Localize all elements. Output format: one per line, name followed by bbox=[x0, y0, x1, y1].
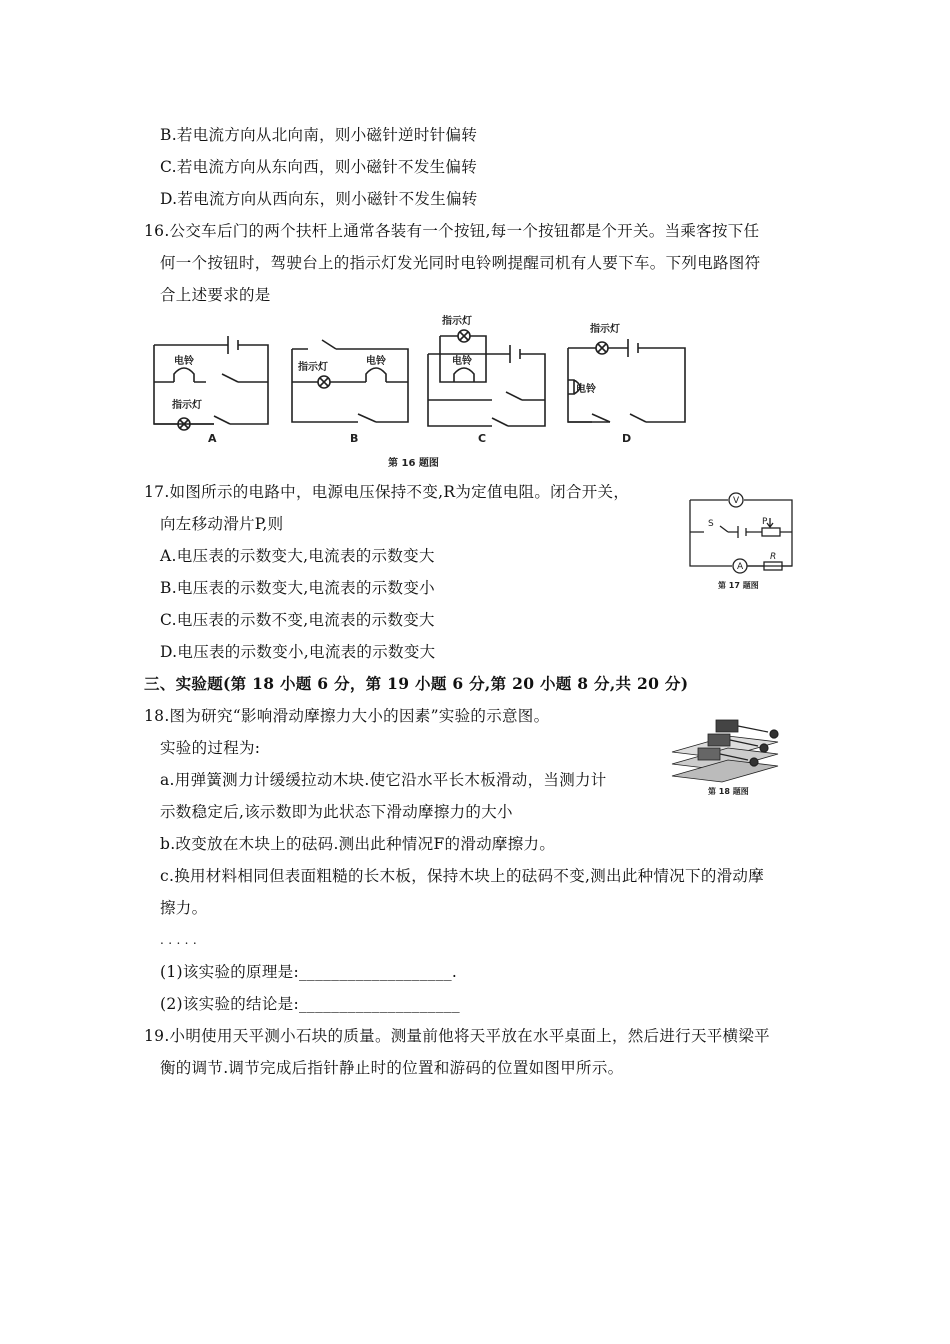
q17-option-c: C.电压表的示数不变,电流表的示数变大 bbox=[160, 611, 435, 629]
q15-option-b: B.若电流方向从北向南，则小磁针逆时针偏转 bbox=[160, 126, 478, 144]
q17-voltmeter-label: V bbox=[733, 496, 740, 506]
q17-slider-label: P bbox=[762, 517, 768, 527]
q18-stem: 18.图为研究“影响滑动摩擦力大小的因素”实验的示意图。 bbox=[144, 707, 550, 725]
q19-stem-line-1: 19.小明使用天平测小石块的质量。测量前他将天平放在水平桌面上，然后进行天平横梁平 bbox=[144, 1027, 770, 1045]
q16-label-c: C bbox=[478, 432, 487, 445]
q17-stem-line-2: 向左移动滑片P,则 bbox=[160, 515, 284, 533]
q16-caption: 第 16 题图 bbox=[388, 458, 439, 469]
q16-label-d: D bbox=[622, 432, 632, 445]
q15-option-c: C.若电流方向从东向西，则小磁针不发生偏转 bbox=[160, 158, 478, 176]
q16c-bell-label: 电铃 bbox=[452, 356, 472, 367]
q16d-lamp-label: 指示灯 bbox=[590, 324, 620, 335]
q18-step-c-line-1: c.换用材料相同但表面粗糙的长木板，保持木块上的砝码不变,测出此种情况下的滑动摩 bbox=[160, 867, 765, 885]
q16a-lamp-label: 指示灯 bbox=[172, 400, 202, 411]
q16b-lamp-label: 指示灯 bbox=[298, 362, 328, 373]
q18-step-b: b.改变放在木块上的砝码.测出此种情况F的滑动摩擦力。 bbox=[160, 835, 556, 853]
q16a-bell-label: 电铃 bbox=[174, 356, 194, 367]
q17-switch-label: S bbox=[708, 519, 714, 529]
q17-option-d: D.电压表的示数变小,电流表的示数变大 bbox=[160, 643, 436, 661]
q18-step-a-line-2: 示数稳定后,该示数即为此状态下滑动摩擦力的大小 bbox=[160, 803, 513, 821]
q16d-bell-label: 电铃 bbox=[576, 384, 596, 395]
q16-stem-line-1: 16.公交车后门的两个扶杆上通常各装有一个按钮,每一个按钮都是个开关。当乘客按下任 bbox=[144, 222, 760, 240]
q16-stem-line-2: 何一个按钮时，驾驶台上的指示灯发光同时电铃咧提醒司机有人要下车。下列电路图符 bbox=[160, 254, 761, 272]
q18-process-label: 实验的过程为: bbox=[160, 739, 261, 757]
q17-option-b: B.电压表的示数变大,电流表的示数变小 bbox=[160, 579, 435, 597]
q17-resistor-label: R bbox=[770, 552, 777, 562]
q19-stem-line-2: 衡的调节.调节完成后指针静止时的位置和游码的位置如图甲所示。 bbox=[160, 1059, 624, 1077]
q16-label-b: B bbox=[350, 432, 359, 445]
q16b-bell-label: 电铃 bbox=[366, 356, 386, 367]
q18-step-c-line-2: 擦力。 bbox=[160, 899, 208, 917]
q17-stem-line-1: 17.如图所示的电路中，电源电压保持不变,R为定值电阻。闭合开关， bbox=[144, 483, 630, 501]
q18-question-2: (2)该实验的结论是:____________________ bbox=[160, 995, 460, 1013]
q17-circuit-figure bbox=[680, 484, 800, 594]
q17-caption: 第 17 题图 bbox=[718, 581, 759, 590]
q18-friction-figure bbox=[668, 712, 796, 798]
q16-stem-line-3: 合上述要求的是 bbox=[160, 286, 271, 304]
section-3-heading: 三、实验题(第 18 小题 6 分，第 19 小题 6 分,第 20 小题 8 分,共 20 分) bbox=[144, 674, 689, 693]
q18-step-a-line-1: a.用弹簧测力计缓缓拉动木块.使它沿水平长木板滑动，当测力计 bbox=[160, 771, 607, 789]
q18-ellipsis: . . . . . bbox=[160, 933, 198, 947]
q17-ammeter-label: A bbox=[737, 562, 744, 572]
q17-option-a: A.电压表的示数变大,电流表的示数变大 bbox=[160, 547, 435, 565]
q18-caption: 第 18 题图 bbox=[708, 787, 749, 796]
q18-question-1: (1)该实验的原理是:___________________. bbox=[160, 963, 458, 981]
q16c-lamp-label: 指示灯 bbox=[442, 316, 472, 327]
q16-label-a: A bbox=[208, 432, 217, 445]
q15-option-d: D.若电流方向从西向东，则小磁针不发生偏转 bbox=[160, 190, 478, 208]
q16-circuit-figure bbox=[140, 312, 700, 474]
